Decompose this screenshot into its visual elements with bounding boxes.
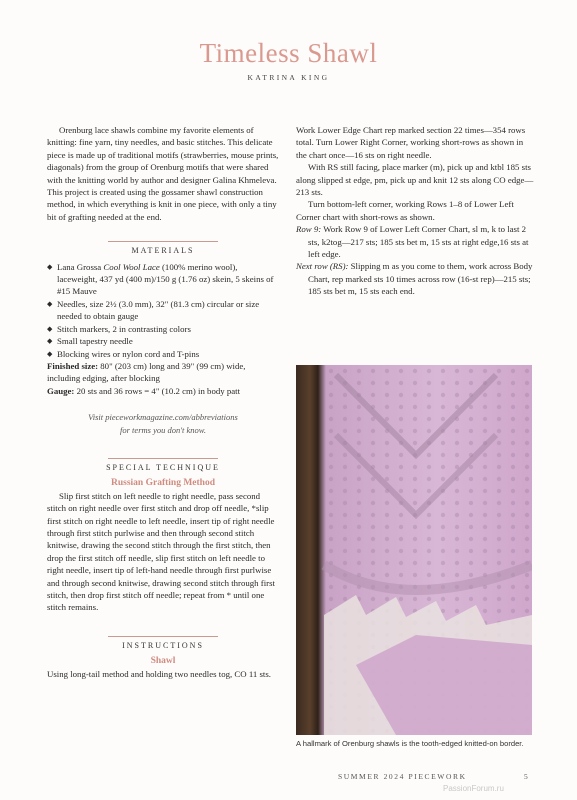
materials-item-yarn: ◆ Lana Grossa Cool Wool Lace (100% merino wool), laceweight, 437 yd (400 m)/150 g (1.76 oz) skein, 5 skeins of #15 Mauve xyxy=(47,261,274,297)
materials-item: ◆ Blocking wires or nylon cord and T-pins xyxy=(47,348,200,359)
right-column xyxy=(296,124,534,298)
bullet-icon: ◆ xyxy=(47,262,53,271)
photo-caption: A hallmark of Orenburg shawls is the tooth-edged knitted-on border. xyxy=(296,739,524,748)
author-byline: KATRINA KING xyxy=(247,73,330,82)
intro-paragraph: Orenburg lace shawls combine my favorite elements of knitting: fine yarn, tiny needles, and basic stitches. This delicate piece is made up of traditional motifs (strawberries, mouse prints, diagonals) from the group of Orenburg motifs that were shared with the knitting world by author and designer Galina Khmeleva. This project is created using the gossamer shawl construction method, in which everything is knit in one piece, with only a tiny bit of grafting needed at the end. xyxy=(47,125,279,222)
next-row-instruction: Next row (RS): Slipping m as you come to them, work across Body Chart, rep marked sts 10 times across row (16-st rep)—215 sts; 185 sts bet m, 15 sts each end. xyxy=(296,261,533,297)
row-9-instruction: Row 9: Work Row 9 of Lower Left Corner Chart, sl m, k to last 2 sts, k2tog—217 sts; 185 sts bet m, 15 sts at right edge,16 sts at left edge. xyxy=(296,224,529,260)
technique-subheading: Russian Grafting Method xyxy=(111,478,215,489)
bullet-icon: ◆ xyxy=(47,337,53,346)
left-column xyxy=(47,124,279,680)
paragraph-lower-edge: Work Lower Edge Chart rep marked section 22 times—354 rows total. Turn Lower Right Corner, working short-rows as shown in the chart once—16 sts on right needle. xyxy=(296,125,526,160)
bullet-icon: ◆ xyxy=(47,349,53,358)
abbreviations-link[interactable]: Visit pieceworkmagazine.com/abbreviations xyxy=(88,412,238,423)
materials-item: ◆ Stitch markers, 2 in contrasting colors xyxy=(47,323,191,334)
shawl-photo xyxy=(296,365,532,735)
technique-rule xyxy=(108,458,218,459)
technique-heading: SPECIAL TECHNIQUE xyxy=(106,462,220,472)
lace-pattern xyxy=(296,365,532,735)
instructions-text: Using long-tail method and holding two needles tog, CO 11 sts. xyxy=(47,668,271,679)
bullet-icon: ◆ xyxy=(47,324,53,333)
watermark: PassionForum.ru xyxy=(443,784,504,793)
finished-size: Finished size: 80" (203 cm) long and 39" (99 cm) wide, including edging, after blocking xyxy=(47,360,246,384)
paragraph-turn-corner: Turn bottom-left corner, working Rows 1–8 of Lower Left Corner chart with short-rows as shown. xyxy=(296,199,514,222)
paragraph-pick-up: With RS still facing, place marker (m), pick up and ktbl 185 sts along slipped st edge, pm, pick up and knit 12 sts along CO edge—213 sts. xyxy=(296,162,534,198)
technique-text: Slip first stitch on left needle to right needle, pass second stitch on right needle over first stitch and drop off needle, *slip first stitch on right needle to left needle, insert tip of right needle through first stitch purlwise and then through second stitch knitwise, drawing the second stitch through the first stitch, then drop the first stitch off needle, slip first stitch on left needle to right needle, insert tip of left-hand needle through first purlwise and through second knitwise, drawing second stitch through first stitch, then drop first stitch off needle; repeat from * until one stitch remains. xyxy=(47,490,275,613)
instructions-heading: INSTRUCTIONS xyxy=(122,640,204,650)
article-title: Timeless Shawl xyxy=(199,38,378,68)
bullet-icon: ◆ xyxy=(47,299,53,308)
abbreviations-note: Visit pieceworkmagazine.com/abbreviations for terms you don't know. xyxy=(47,411,279,436)
materials-item: ◆ Small tapestry needle xyxy=(47,336,133,347)
instructions-rule xyxy=(108,636,218,637)
gauge: Gauge: 20 sts and 36 rows = 4" (10.2 cm) in body patt xyxy=(47,385,241,396)
shawl-subheading: Shawl xyxy=(150,656,176,667)
page-number: 5 xyxy=(524,772,528,781)
materials-list xyxy=(47,261,279,360)
materials-rule xyxy=(108,241,218,242)
materials-item: ◆ Needles, size 2½ (3.0 mm), 32" (81.3 cm) circular or size needed to obtain gauge xyxy=(47,298,260,322)
materials-heading: MATERIALS xyxy=(131,246,195,256)
issue-footer: SUMMER 2024 PIECEWORK xyxy=(338,772,467,781)
